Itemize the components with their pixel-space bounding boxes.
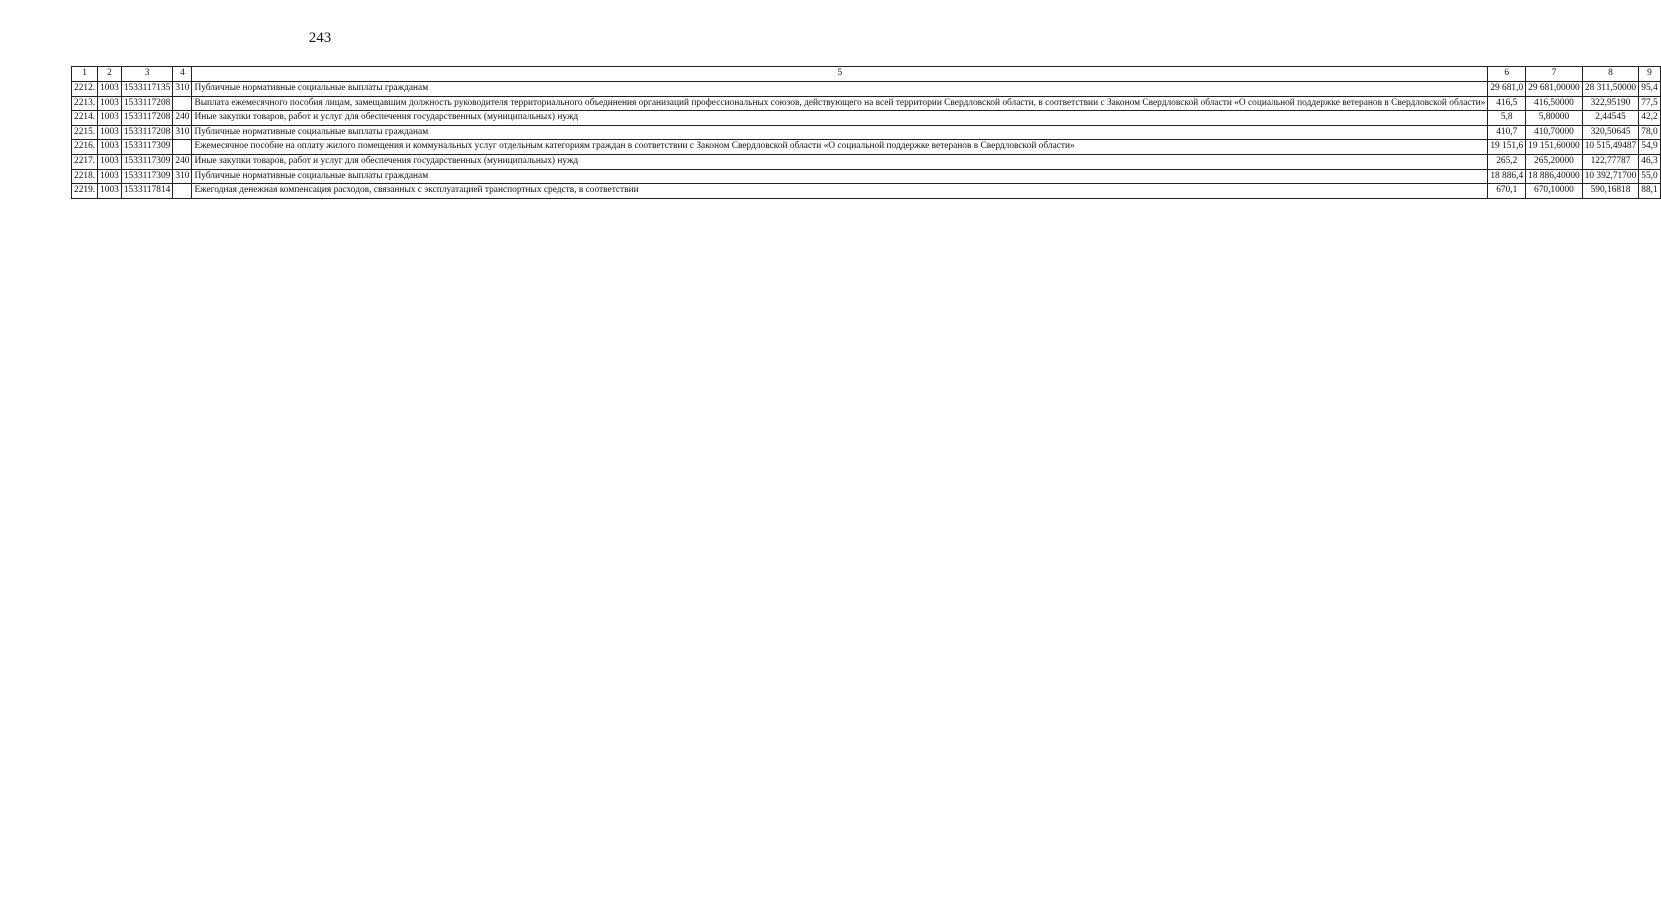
row-description: Ежемесячное пособие на оплату жилого помещения и коммунальных услуг отдельным категориям граждан в соответствии с Законом Свердловской области «О социальной поддержке ветеранов в Свердловской области» — [192, 140, 1488, 155]
actual-amount: 590,16818 — [1582, 184, 1639, 199]
expense-type-code: 240 — [173, 154, 192, 169]
planned-amount-precise: 416,50000 — [1526, 96, 1583, 111]
expense-type-code: 310 — [173, 82, 192, 97]
row-number: 2214. — [72, 111, 98, 126]
row-description: Ежегодная денежная компенсация расходов, связанных с эксплуатацией транспортных средств, в соответствии — [192, 184, 1488, 199]
expense-type-code: 310 — [173, 125, 192, 140]
table-row — [72, 82, 1661, 97]
completion-percent: 95,4 — [1639, 82, 1660, 97]
completion-percent: 54,9 — [1639, 140, 1660, 155]
row-number: 2213. — [72, 96, 98, 111]
header-row — [72, 67, 1661, 82]
planned-amount: 410,7 — [1488, 125, 1526, 140]
actual-amount: 322,95190 — [1582, 96, 1639, 111]
planned-amount-precise: 18 886,40000 — [1526, 169, 1583, 184]
section-code: 1003 — [98, 184, 122, 199]
header-cell: 5 — [192, 67, 1488, 82]
row-number: 2219. — [72, 184, 98, 199]
header-cell: 2 — [98, 67, 122, 82]
actual-amount: 28 311,50000 — [1582, 82, 1639, 97]
expense-type-code — [173, 184, 192, 199]
header-cell: 3 — [121, 67, 173, 82]
actual-amount: 2,44545 — [1582, 111, 1639, 126]
section-code: 1003 — [98, 140, 122, 155]
planned-amount-precise: 19 151,60000 — [1526, 140, 1583, 155]
completion-percent: 88,1 — [1639, 184, 1660, 199]
header-cell: 7 — [1526, 67, 1583, 82]
row-number: 2218. — [72, 169, 98, 184]
planned-amount: 670,1 — [1488, 184, 1526, 199]
planned-amount-precise: 410,70000 — [1526, 125, 1583, 140]
target-article-code: 1533117814 — [121, 184, 173, 199]
row-number: 2215. — [72, 125, 98, 140]
table-row — [72, 184, 1661, 199]
target-article-code: 1533117135 — [121, 82, 173, 97]
table-row — [72, 140, 1661, 155]
expense-type-code — [173, 140, 192, 155]
row-number: 2212. — [72, 82, 98, 97]
row-description: Публичные нормативные социальные выплаты гражданам — [192, 82, 1488, 97]
target-article-code: 1533117208 — [121, 96, 173, 111]
budget-table — [71, 66, 1661, 199]
expense-type-code: 310 — [173, 169, 192, 184]
planned-amount: 5,8 — [1488, 111, 1526, 126]
row-description: Выплата ежемесячного пособия лицам, замещавшим должность руководителя территориального объединения организаций профессиональных союзов, действующего на всей территории Свердловской области, в соответствии с Законом Свердловской области «О социальной поддержке ветеранов в Свердловской области» — [192, 96, 1488, 111]
row-number: 2217. — [72, 154, 98, 169]
completion-percent: 42,2 — [1639, 111, 1660, 126]
actual-amount: 320,50645 — [1582, 125, 1639, 140]
planned-amount-precise: 29 681,00000 — [1526, 82, 1583, 97]
expense-type-code: 240 — [173, 111, 192, 126]
row-description: Публичные нормативные социальные выплаты гражданам — [192, 169, 1488, 184]
table-row — [72, 154, 1661, 169]
expense-type-code — [173, 96, 192, 111]
planned-amount: 29 681,0 — [1488, 82, 1526, 97]
table-row — [72, 125, 1661, 140]
target-article-code: 1533117208 — [121, 125, 173, 140]
page-number: 243 — [308, 30, 332, 46]
actual-amount: 122,77787 — [1582, 154, 1639, 169]
planned-amount: 19 151,6 — [1488, 140, 1526, 155]
section-code: 1003 — [98, 169, 122, 184]
planned-amount-precise: 265,20000 — [1526, 154, 1583, 169]
row-description: Публичные нормативные социальные выплаты гражданам — [192, 125, 1488, 140]
table-row — [72, 111, 1661, 126]
completion-percent: 46,3 — [1639, 154, 1660, 169]
section-code: 1003 — [98, 96, 122, 111]
table-row — [72, 169, 1661, 184]
header-cell: 9 — [1639, 67, 1660, 82]
actual-amount: 10 392,71700 — [1582, 169, 1639, 184]
completion-percent: 78,0 — [1639, 125, 1660, 140]
header-cell: 1 — [72, 67, 98, 82]
planned-amount-precise: 670,10000 — [1526, 184, 1583, 199]
header-cell: 8 — [1582, 67, 1639, 82]
target-article-code: 1533117309 — [121, 140, 173, 155]
planned-amount: 416,5 — [1488, 96, 1526, 111]
row-number: 2216. — [72, 140, 98, 155]
actual-amount: 10 515,49487 — [1582, 140, 1639, 155]
planned-amount-precise: 5,80000 — [1526, 111, 1583, 126]
table-row — [72, 96, 1661, 111]
header-cell: 4 — [173, 67, 192, 82]
header-cell: 6 — [1488, 67, 1526, 82]
row-description: Иные закупки товаров, работ и услуг для обеспечения государственных (муниципальных) нужд — [192, 154, 1488, 169]
section-code: 1003 — [98, 82, 122, 97]
section-code: 1003 — [98, 125, 122, 140]
planned-amount: 18 886,4 — [1488, 169, 1526, 184]
section-code: 1003 — [98, 154, 122, 169]
target-article-code: 1533117309 — [121, 154, 173, 169]
target-article-code: 1533117309 — [121, 169, 173, 184]
target-article-code: 1533117208 — [121, 111, 173, 126]
planned-amount: 265,2 — [1488, 154, 1526, 169]
row-description: Иные закупки товаров, работ и услуг для обеспечения государственных (муниципальных) нужд — [192, 111, 1488, 126]
completion-percent: 77,5 — [1639, 96, 1660, 111]
completion-percent: 55,0 — [1639, 169, 1660, 184]
section-code: 1003 — [98, 111, 122, 126]
